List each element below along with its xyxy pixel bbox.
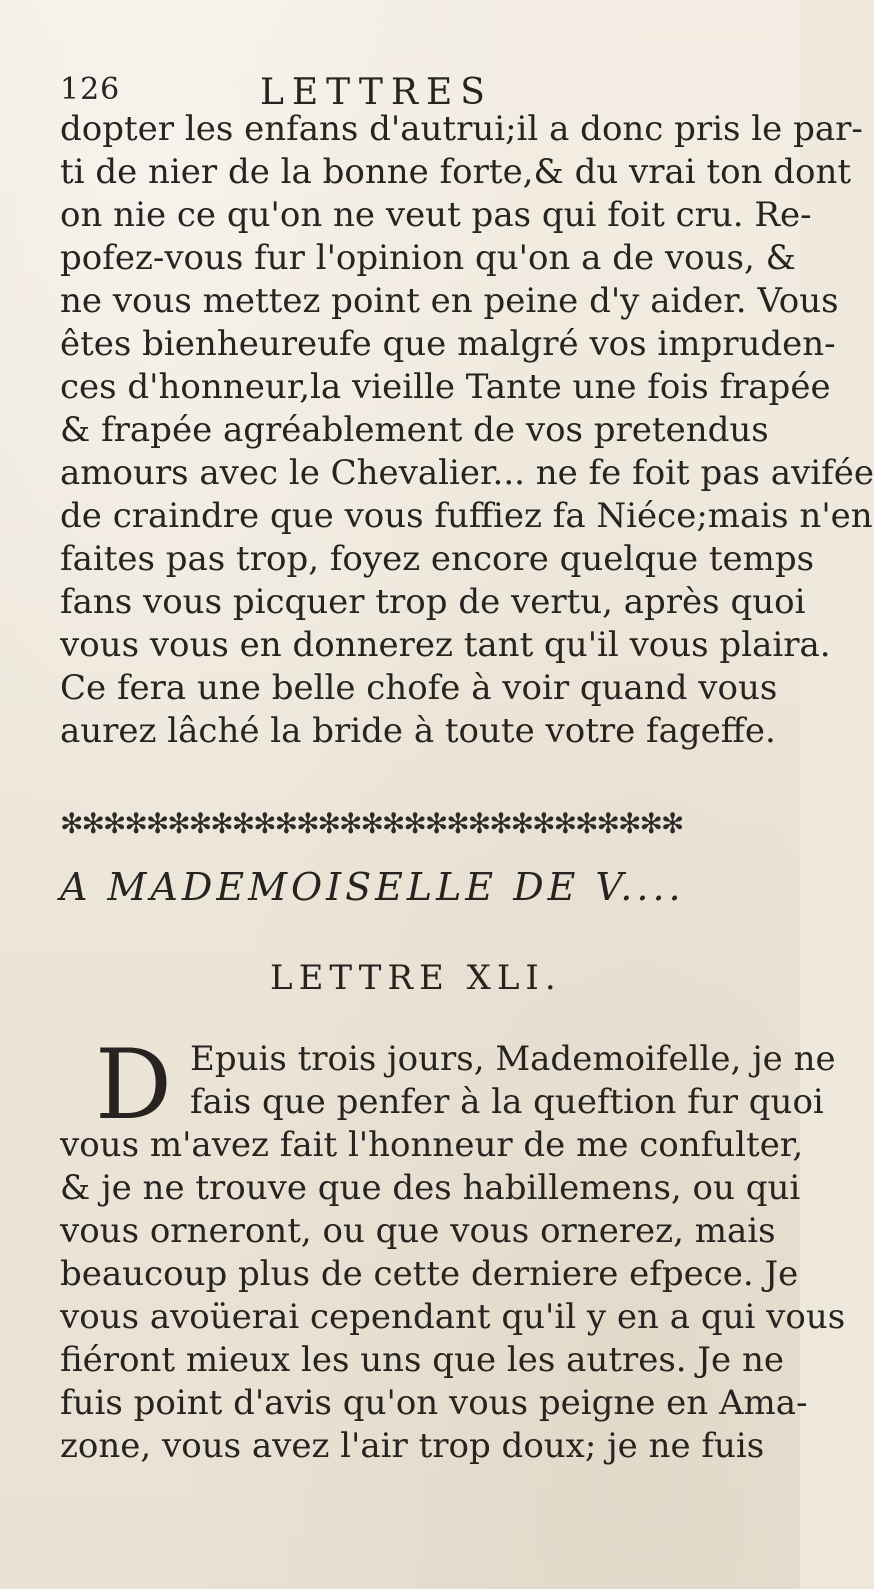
text-line: Epuis trois jours, Mademoifelle, je ne [190, 1039, 836, 1079]
text-line: Ce fera une belle chofe à voir quand vous [60, 668, 778, 708]
continued-letter-text [60, 108, 874, 753]
text-line: vous m'avez fait l'honneur de me confulter, [60, 1125, 804, 1165]
running-head: LETTRES [260, 72, 493, 113]
letter-address: A MADEMOISELLE DE V.... [60, 865, 685, 909]
text-line: faites pas trop, foyez encore quelque temps [60, 539, 815, 579]
text-line: fais que penfer à la queftion fur quoi [190, 1082, 824, 1122]
text-line: beaucoup plus de cette derniere efpece. Je [60, 1254, 799, 1294]
text-line: & frapée agréablement de vos pretendus [60, 410, 769, 450]
decorative-ornament-band: ✻✻✻✻✻✻✻✻✻✻✻✻✻✻✻✻✻✻✻✻✻✻✻✻✻✻✻✻✻ [60, 807, 683, 840]
drop-cap-initial: D [95, 1029, 172, 1141]
text-line: & je ne trouve que des habillemens, ou qui [60, 1168, 801, 1208]
text-line: vous vous en donnerez tant qu'il vous plaira. [60, 625, 831, 665]
letter-body-text [60, 1124, 846, 1468]
text-line: ti de nier de la bonne forte,& du vrai ton dont [60, 152, 852, 192]
text-line: ces d'honneur,la vieille Tante une fois frapée [60, 367, 831, 407]
text-line: fuis point d'avis qu'on vous peigne en Ama- [60, 1383, 808, 1423]
text-line: on nie ce qu'on ne veut pas qui foit cru. Re- [60, 195, 812, 235]
text-line: amours avec le Chevalier... ne fe foit pas avifée [60, 453, 874, 493]
text-line: ne vous mettez point en peine d'y aider. Vous [60, 281, 839, 321]
text-line: fans vous picquer trop de vertu, après quoi [60, 582, 806, 622]
letter-title: LETTRE XLI. [270, 958, 562, 998]
letter-opening-lines [190, 1038, 836, 1124]
text-line: vous orneront, ou que vous ornerez, mais [60, 1211, 776, 1251]
text-line: vous avoüerai cependant qu'il y en a qui vous [60, 1297, 846, 1337]
text-line: aurez lâché la bride à toute votre fageffe. [60, 711, 776, 751]
text-line: zone, vous avez l'air trop doux; je ne fuis [60, 1426, 765, 1466]
text-line: êtes bienheureufe que malgré vos impruden- [60, 324, 836, 364]
text-line: de craindre que vous fuffiez fa Niéce;mais n'en [60, 496, 873, 536]
text-line: pofez-vous fur l'opinion qu'on a de vous, & [60, 238, 796, 278]
page-number: 126 [60, 72, 121, 107]
text-line: fiéront mieux les uns que les autres. Je ne [60, 1340, 784, 1380]
text-line: dopter les enfans d'autrui;il a donc pris le par- [60, 109, 863, 149]
